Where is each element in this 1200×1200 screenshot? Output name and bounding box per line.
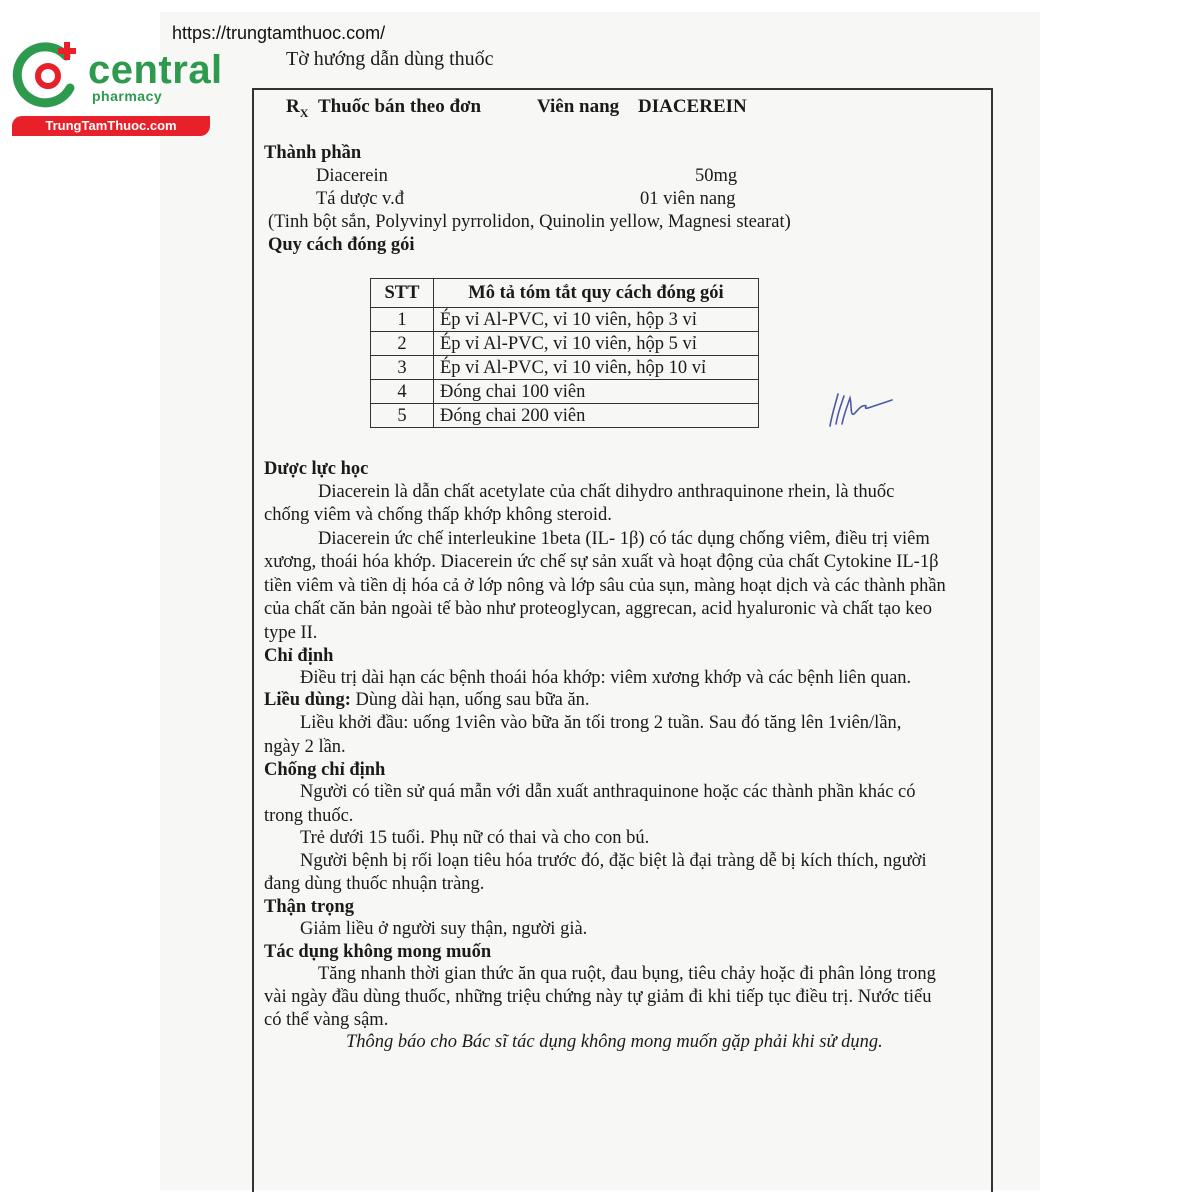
paragraph-line: có thể vàng sậm. xyxy=(264,1010,389,1030)
row-description: Ép vỉ Al-PVC, vỉ 10 viên, hộp 3 vỉ xyxy=(434,308,759,332)
table-row xyxy=(371,404,759,428)
paragraph-line: đang dùng thuốc nhuận tràng. xyxy=(264,874,485,894)
indications-heading: Chỉ định xyxy=(264,646,334,666)
excipients-note: (Tinh bột sắn, Polyvinyl pyrrolidon, Quinolin yellow, Magnesi stearat) xyxy=(268,212,791,232)
paragraph-line: vài ngày đầu dùng thuốc, những triệu chứng này tự giảm đi khi tiếp tục điều trị. Nước tiểu xyxy=(264,987,932,1007)
paragraph-line: Giảm liều ở người suy thận, người già. xyxy=(300,919,588,939)
packaging-heading: Quy cách đóng gói xyxy=(268,235,415,255)
row-description: Ép vỉ Al-PVC, vỉ 10 viên, hộp 5 vỉ xyxy=(434,332,759,356)
paragraph-line: ngày 2 lần. xyxy=(264,737,346,757)
paragraph-line: Tăng nhanh thời gian thức ăn qua ruột, đau bụng, tiêu chảy hoặc đi phân lỏng trong xyxy=(318,964,936,984)
column-header-description: Mô tả tóm tắt quy cách đóng gói xyxy=(434,279,759,308)
paragraph-line: tiền viêm và tiền dị hóa cả ở lớp nông và lớp sâu của sụn, màng hoạt dịch và các thành phần xyxy=(264,576,946,596)
side-effects-notice: Thông báo cho Bác sĩ tác dụng không mong muốn gặp phải khi sử dụng. xyxy=(346,1032,883,1052)
contraindications-heading: Chống chỉ định xyxy=(264,760,386,780)
side-effects-heading: Tác dụng không mong muốn xyxy=(264,942,492,962)
paragraph-line: Điều trị dài hạn các bệnh thoái hóa khớp: viêm xương khớp và các bệnh liên quan. xyxy=(300,668,912,688)
table-row xyxy=(371,380,759,404)
precautions-heading: Thận trọng xyxy=(264,897,354,917)
prescription-label: Thuốc bán theo đơn xyxy=(318,96,482,117)
table-row xyxy=(371,308,759,332)
row-stt: 1 xyxy=(371,308,434,332)
row-stt: 2 xyxy=(371,332,434,356)
ingredient-name: Diacerein xyxy=(316,166,388,186)
dosage-heading: Liều dùng: xyxy=(264,690,351,710)
dosage-inline: Dùng dài hạn, uống sau bữa ăn. xyxy=(350,690,590,710)
paragraph-line: xương, thoái hóa khớp. Diacerein ức chế sự sản xuất và hoạt động của chất Cytokine IL-1β xyxy=(264,552,939,572)
product-type: Viên nang xyxy=(537,96,620,117)
row-stt: 3 xyxy=(371,356,434,380)
logo-name: central xyxy=(88,48,223,92)
paragraph-line: trong thuốc. xyxy=(264,806,354,826)
handwritten-initials xyxy=(820,384,900,434)
paragraph-line: Người có tiền sử quá mẫn với dẫn xuất anthraquinone hoặc các thành phần khác có xyxy=(300,782,916,802)
ingredient-name: Tá dược v.đ xyxy=(316,189,404,209)
row-stt: 4 xyxy=(371,380,434,404)
source-url: https://trungtamthuoc.com/ xyxy=(172,23,386,43)
paragraph-line: Trẻ dưới 15 tuổi. Phụ nữ có thai và cho con bú. xyxy=(300,828,650,848)
ingredients-heading: Thành phần xyxy=(264,143,362,163)
dosage-line xyxy=(264,690,590,711)
paragraph-line: Diacerein là dẫn chất acetylate của chất dihydro anthraquinone rhein, là thuốc xyxy=(318,482,895,502)
pharmacodynamics-heading: Dược lực học xyxy=(264,459,369,479)
paragraph-line: Diacerein ức chế interleukine 1beta (IL- 1β) có tác dụng chống viêm, điều trị viêm xyxy=(318,529,930,549)
paragraph-line: chống viêm và chống thấp khớp không steroid. xyxy=(264,505,612,525)
packaging-table xyxy=(370,278,759,428)
logo-mark-icon xyxy=(8,36,88,116)
row-description: Đóng chai 200 viên xyxy=(434,404,759,428)
table-row xyxy=(371,356,759,380)
row-stt: 5 xyxy=(371,404,434,428)
table-header-row xyxy=(371,279,759,308)
ingredient-amount: 50mg xyxy=(695,166,738,186)
table-row xyxy=(371,332,759,356)
column-header-stt: STT xyxy=(371,279,434,308)
logo-ribbon: TrungTamThuoc.com xyxy=(12,116,210,136)
row-description: Ép vỉ Al-PVC, vỉ 10 viên, hộp 10 vỉ xyxy=(434,356,759,380)
paragraph-line: type II. xyxy=(264,623,318,643)
row-description: Đóng chai 100 viên xyxy=(434,380,759,404)
paragraph-line: của chất căn bản ngoài tế bào như proteoglycan, aggrecan, acid hyaluronic và chất tạo keo xyxy=(264,599,933,619)
ingredient-amount: 01 viên nang xyxy=(640,189,736,209)
document-title: Tờ hướng dẫn dùng thuốc xyxy=(286,48,494,70)
rx-symbol: $R_X$ xyxy=(286,96,309,120)
product-name: DIACEREIN xyxy=(638,96,747,117)
paragraph-line: Người bệnh bị rối loạn tiêu hóa trước đó, đặc biệt là đại tràng dễ bị kích thích, người xyxy=(300,851,927,871)
paragraph-line: Liều khởi đầu: uống 1viên vào bữa ăn tối trong 2 tuần. Sau đó tăng lên 1viên/lần, xyxy=(300,713,902,733)
logo-subtitle: pharmacy xyxy=(92,88,163,104)
